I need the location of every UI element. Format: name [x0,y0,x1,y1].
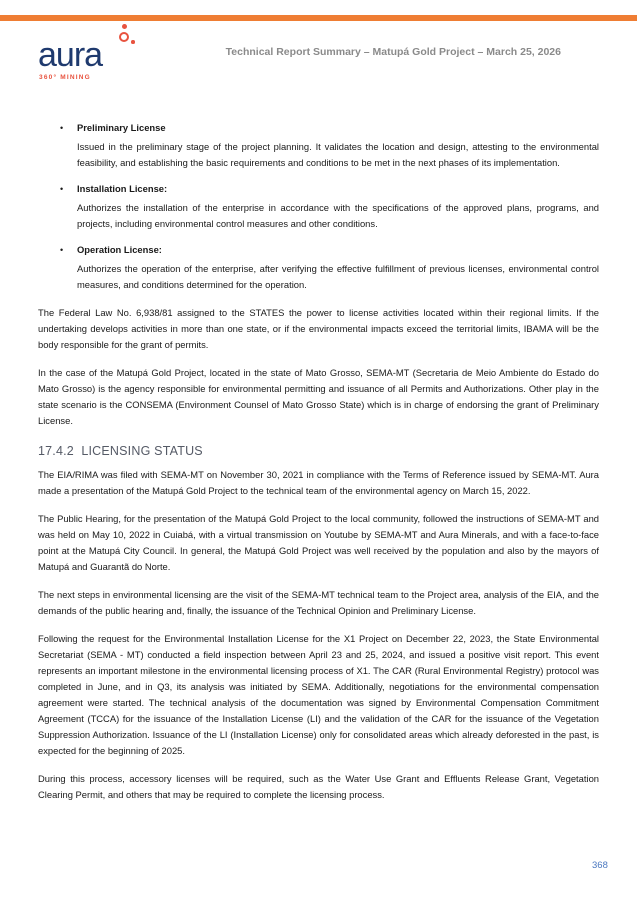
license-item [38,242,599,293]
paragraph-federal-law: The Federal Law No. 6,938/81 assigned to the STATES the power to license activities located within their regional limits. If the undertaking develops activities in more than one state, or if the environmental impacts exceed the territorial limits, IBAMA will be the body responsible for the grant of permits. [38,307,599,350]
paragraph-sema-mt: In the case of the Matupá Gold Project, located in the state of Mato Grosso, SEMA-MT (Secretaria de Meio Ambiente do Estado do Mato Grosso) is the agency responsible for environmental permitting and issuance of all Permits and Authorizations. Other play in the state scenario is the CONSEMA (Environment Counsel of Mato Grosso State) which is in charge of endorsing the grant of Preliminary License. [38,367,599,426]
aura-logo [38,24,158,84]
paragraph-public-hearing: The Public Hearing, for the presentation of the Matupá Gold Project to the local community, followed the instructions of SEMA-MT and was held on May 10, 2022 in Cuiabá, with a virtual transmission on Youtube by SEMA-MT and Aura Minerals, and with a face-to-face point at the Matupá City Council. In general, the Matupá Gold Project was well received by the population and also by the mayors of Matupá and Guarantã do Norte. [38,513,599,572]
bullet-icon: • [60,184,64,194]
document-body [38,120,599,815]
bullet-icon: • [60,123,64,133]
section-heading [38,443,599,459]
license-description: Authorizes the installation of the enterprise in accordance with the specifications of the approved plans, programs, and projects, including environmental control measures and other conditions. [77,202,599,229]
logo-tagline: 360° MINING [39,74,91,81]
logo-dot-icon [122,24,127,29]
paragraph-eia-rima: The EIA/RIMA was filed with SEMA-MT on November 30, 2021 in compliance with the Terms of Reference issued by SEMA-MT. Aura made a presentation of the Matupá Gold Project to the technical team of the environmental agency on March 15, 2022. [38,469,599,496]
license-item [38,120,599,171]
license-title: Installation License: [77,183,168,194]
header-accent-bar [0,15,637,21]
license-description: Authorizes the operation of the enterprise, after verifying the effective fulfillment of previous licenses, environmental control measures, and conditions determined for the operation. [77,263,599,290]
section-number: 17.4.2 [38,444,74,458]
logo-wordmark: aura [38,36,103,74]
paragraph-accessory-licenses: During this process, accessory licenses will be required, such as the Water Use Grant and Effluents Release Grant, Vegetation Clearing Permit, and others that may be required to complete the licensing process. [38,773,599,800]
logo-dot-icon [131,40,135,44]
logo-ring-icon [119,32,129,42]
section-title: LICENSING STATUS [81,444,203,458]
paragraph-x1-installation: Following the request for the Environmental Installation License for the X1 Project on December 22, 2023, the State Environmental Secretariat (SEMA - MT) conducted a field inspection between April 23 and 25, 2024, and issued a positive visit report. This event represents an important milestone in the environmental licensing process of X1. The CAR (Rural Environmental Registry) protocol was completed in June, and in Q3, its analysis was initiated by SEMA. Additionally, negotiations for the environmental compensation agreement were started. The technical analysis of the documentation was signed by Environmental Compensation Commitment Agreement (TCCA) for the issuance of the Installation License (LI) and the validation of the CAR for the issuance of the Vegetation Suppression Authorization. Issuance of the LI (Installation License) only for consolidated areas which already deforested in the past, is expected for the beginning of 2025. [38,633,599,756]
page-number: 368 [592,860,608,871]
license-item [38,181,599,232]
license-description: Issued in the preliminary stage of the project planning. It validates the location and design, attesting to the environmental feasibility, and establishing the basic requirements and conditions to be met in the next phases of its implementation. [77,141,599,168]
paragraph-next-steps: The next steps in environmental licensing are the visit of the SEMA-MT technical team to the Project area, analysis of the EIA, and the demands of the public hearing and, finally, the issuance of the Technical Opinion and Preliminary License. [38,589,599,616]
document-header-title: Technical Report Summary – Matupá Gold Project – March 25, 2026 [225,46,561,58]
bullet-icon: • [60,245,64,255]
license-title: Operation License: [77,244,162,255]
license-title: Preliminary License [77,122,166,133]
